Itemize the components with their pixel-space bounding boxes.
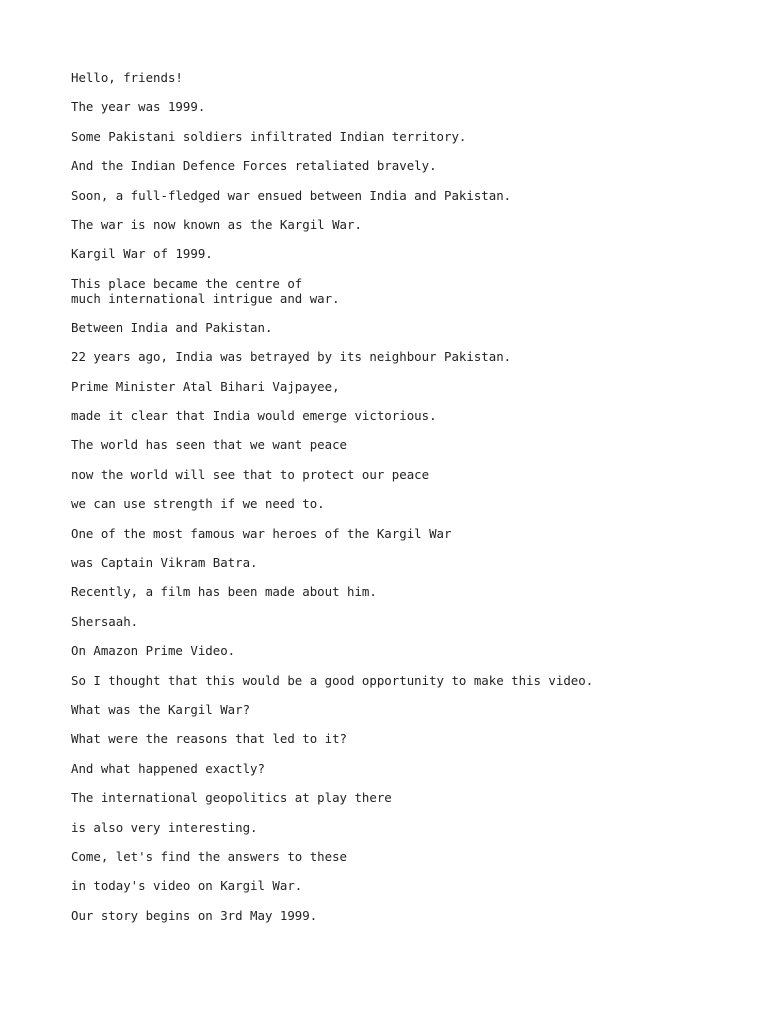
- transcript-line: The year was 1999.: [71, 99, 206, 115]
- transcript-line: And the Indian Defence Forces retaliated bravely.: [71, 158, 437, 174]
- transcript-line: Kargil War of 1999.: [71, 246, 213, 262]
- transcript-line: was Captain Vikram Batra.: [71, 555, 258, 571]
- transcript-line: The world has seen that we want peace: [71, 437, 348, 453]
- transcript-line: On Amazon Prime Video.: [71, 643, 236, 659]
- transcript-line: Hello, friends!: [71, 70, 183, 85]
- transcript-line: What were the reasons that led to it?: [71, 731, 348, 747]
- transcript-line: The war is now known as the Kargil War.: [71, 216, 362, 232]
- transcript-line: we can use strength if we need to.: [71, 496, 325, 512]
- transcript-line: So I thought that this would be a good opportunity to make this video.: [71, 672, 594, 688]
- transcript-line: 22 years ago, India was betrayed by its neighbour Pakistan.: [71, 349, 512, 365]
- transcript-line: The international geopolitics at play there: [71, 790, 392, 806]
- transcript-line: Soon, a full-fledged war ensued between India and Pakistan.: [71, 187, 512, 203]
- transcript-line: One of the most famous war heroes of the Kargil War: [71, 525, 452, 541]
- transcript-line: Come, let's find the answers to these: [71, 848, 348, 864]
- transcript-line: now the world will see that to protect our peace: [71, 466, 430, 482]
- transcript-line: is also very interesting.: [71, 819, 258, 835]
- transcript-line: Between India and Pakistan.: [71, 319, 273, 335]
- transcript-line: Our story begins on 3rd May 1999.: [71, 907, 318, 923]
- transcript-line: made it clear that India would emerge victorious.: [71, 408, 437, 424]
- transcript-line: Prime Minister Atal Bihari Vajpayee,: [71, 378, 340, 394]
- transcript-line: Shersaah.: [71, 613, 139, 629]
- transcript-line: This place became the centre of much international intrigue and war.: [71, 275, 340, 306]
- transcript-line: in today's video on Kargil War.: [71, 878, 303, 894]
- transcript-line: Recently, a film has been made about him.: [71, 584, 377, 600]
- transcript-line: What was the Kargil War?: [71, 702, 251, 717]
- transcript-line: And what happened exactly?: [71, 760, 265, 776]
- transcript-line: Some Pakistani soldiers infiltrated Indian territory.: [71, 128, 467, 144]
- transcript-text: [71, 71, 731, 938]
